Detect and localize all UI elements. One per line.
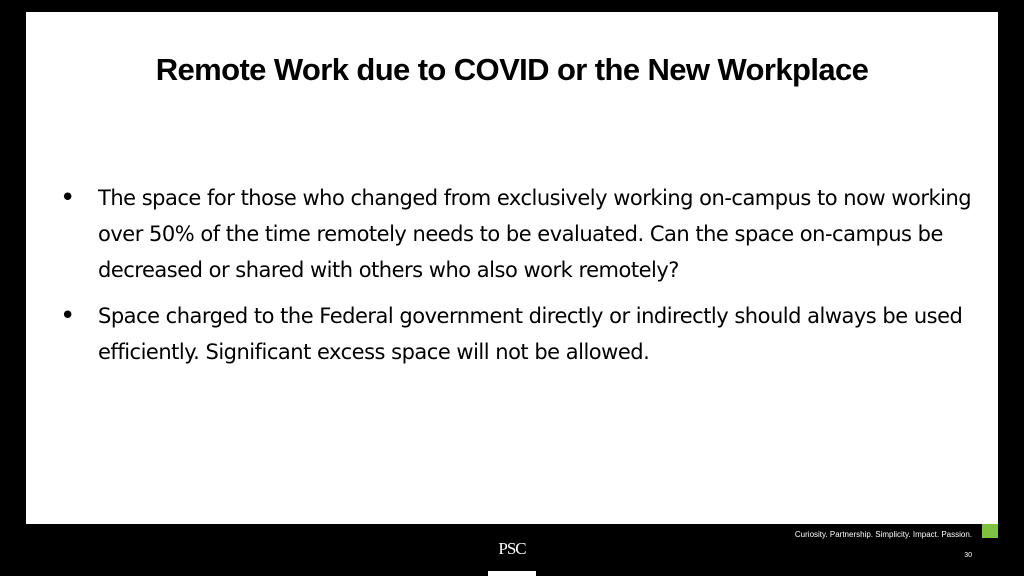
psc-logo: [488, 540, 536, 576]
bullet-icon: •: [60, 301, 75, 331]
slide-title: Remote Work due to COVID or the New Workplace: [155, 52, 869, 87]
bullet-text: Space charged to the Federal government directly or indirectly should always be used efficiently. Significant excess space will not be allowed.: [98, 304, 963, 364]
accent-square: [982, 524, 998, 538]
logo-bar: [488, 571, 536, 576]
bullet-icon: •: [60, 183, 75, 213]
footer-tagline: Curiosity. Partnership. Simplicity. Impact. Passion.: [794, 530, 972, 539]
bullet-text: The space for those who changed from exclusively working on-campus to now working over 50% of the time remotely needs to be evaluated. Can the space on-campus be decreased or shared with others who also work remotely?: [98, 186, 972, 282]
bullet-list: [60, 180, 980, 380]
page-number: 30: [964, 552, 972, 559]
bullet-item: [60, 298, 980, 370]
bullet-item: [60, 180, 980, 288]
slide-content-area: [26, 12, 998, 524]
logo-text: PSC: [498, 539, 526, 558]
